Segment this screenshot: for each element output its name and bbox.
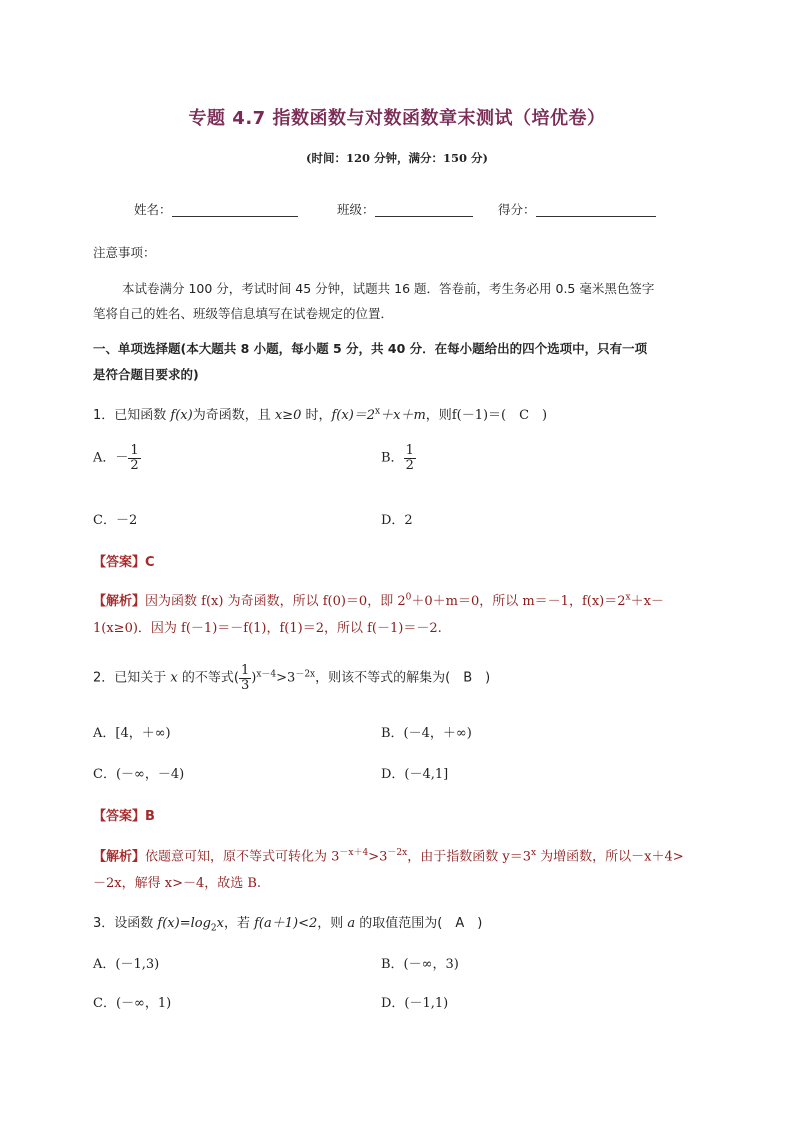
q1-analysis-line-2: 1(x≥0)．因为 f(－1)＝－f(1)，f(1)＝2，所以 f(－1)＝－2. xyxy=(93,621,442,636)
q2-option-d[interactable]: D．(－4,1] xyxy=(381,767,449,782)
score-blank[interactable] xyxy=(536,202,656,217)
q1-option-c[interactable]: C．－2 xyxy=(93,513,138,528)
q2-option-c[interactable]: C．(－∞，－4) xyxy=(93,767,185,782)
q1-option-b[interactable]: B． $\frac{1}{2}$ xyxy=(381,443,414,473)
question-3: 3．设函数 $f(x)=\log_2x$，若 f(a＋1)<2，则 a 的取值范围为( A ) xyxy=(93,916,483,934)
name-blank[interactable] xyxy=(172,202,298,217)
page-title: 专题 4.7 指数函数与对数函数章末测试（培优卷） xyxy=(188,108,606,129)
q1-option-a[interactable]: A．－ $\frac{1}{2}$ xyxy=(93,443,139,473)
score-label: 得分： xyxy=(498,202,536,217)
exam-info: (时间：120 分钟，满分：150 分) xyxy=(306,151,488,165)
q3-option-b[interactable]: B．(－∞，3) xyxy=(381,957,459,972)
q2-answer: 【答案】B xyxy=(93,809,155,824)
q3-option-a[interactable]: A．(－1,3) xyxy=(93,957,160,972)
q3-option-c[interactable]: C．(－∞，1) xyxy=(93,996,172,1011)
q2-analysis-line-2: －2x，解得 x>－4，故选 B. xyxy=(93,876,262,891)
notes-line-2: 笔将自己的姓名、班级等信息填写在试卷规定的位置． xyxy=(93,306,394,321)
question-1: 1．已知函数 f(x)为奇函数，且 x≥0 时，$f(x)=2^x+x+m$，则f(－1)＝( C ) xyxy=(93,406,548,423)
q2-option-a[interactable]: A．[4，＋∞) xyxy=(93,726,171,741)
name-field[interactable] xyxy=(134,200,298,218)
class-label: 班级： xyxy=(337,202,375,217)
notes-heading: 注意事项： xyxy=(93,245,156,260)
q3-option-d[interactable]: D．(－1,1) xyxy=(381,996,449,1011)
q1-option-d[interactable]: D．2 xyxy=(381,513,413,528)
section-heading-line-2: 是符合题目要求的) xyxy=(93,367,199,382)
q1-answer: 【答案】C xyxy=(93,555,155,570)
class-blank[interactable] xyxy=(375,202,473,217)
q1-analysis-line-1: 【解析】因为函数 f(x) 为奇函数，所以 f(0)＝0，即 $2^0+0+m=0$，所以 m＝－1，$f(x)=2^x+x-$ xyxy=(93,592,664,609)
name-label: 姓名： xyxy=(134,202,172,217)
question-2: 2．已知关于 x 的不等式( $\frac{1}{3}$ )$^{x-4}>3^{-2x}$，则该不等式的解集为( B ) xyxy=(93,663,491,693)
q2-option-b[interactable]: B．(－4，＋∞) xyxy=(381,726,472,741)
score-field[interactable] xyxy=(498,200,656,218)
q2-analysis-line-1: 【解析】依题意可知，原不等式可转化为 $3^{-x+4}>3^{-2x}$，由于指数函数 $y=3^x$ 为增函数，所以－x＋4> xyxy=(93,848,684,865)
class-field[interactable] xyxy=(337,200,473,218)
notes-line-1: 本试卷满分 100 分，考试时间 45 分钟，试题共 16 题．答卷前，考生务必用 0.5 毫米黑色签字 xyxy=(122,281,655,296)
section-heading-line-1: 一、单项选择题(本大题共 8 小题，每小题 5 分，共 40 分．在每小题给出的四个选项中，只有一项 xyxy=(93,341,648,356)
